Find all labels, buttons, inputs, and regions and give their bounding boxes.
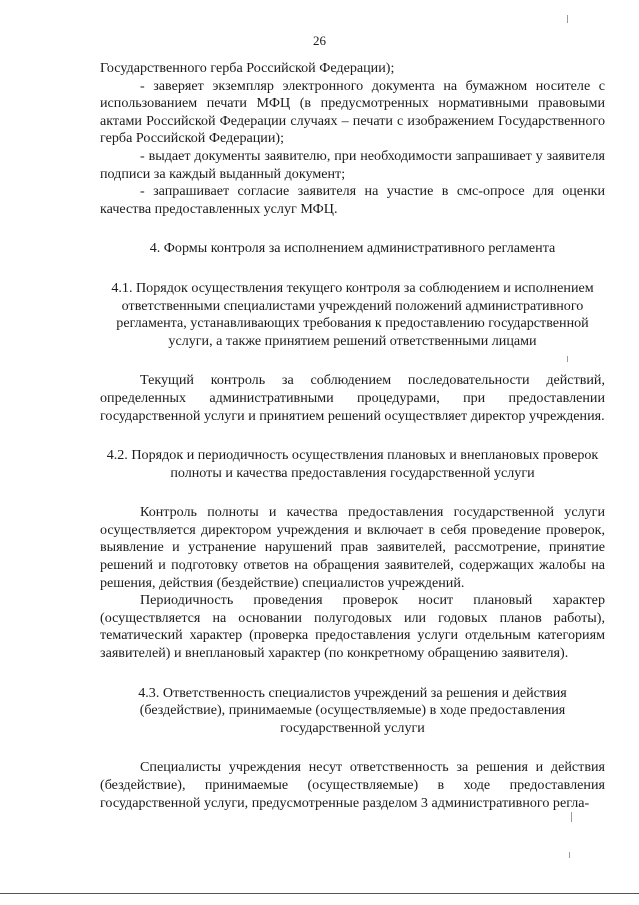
subsection-heading-4-3: 4.3. Ответственность специалистов учреждений за решения и действия (бездействие), принимаемые (осуществляемые) в ходе предоставления государственной услуги bbox=[138, 684, 567, 736]
page-number: 26 bbox=[313, 33, 326, 48]
paragraph-4-2-control: Контроль полноты и качества предоставления государственной услуги осуществляется директором учреждения и включает в себя проведение проверок, выявление и устранение нарушений прав заявителей, рассмотрение, принятие решений и подготовку ответов на обращения заявителей, содержащих жалобы на решения, действия (бездействие) специалистов учреждений. bbox=[100, 504, 605, 591]
section-heading-4: 4. Формы контроля за исполнением административного регламента bbox=[149, 240, 556, 257]
paragraph-4-3: Специалисты учреждения несут ответственность за решения и действия (бездействие), принимаемые (осуществляемые) в ходе предоставления государственной услуги, предусмотренные разделом 3 административного регла- bbox=[100, 759, 605, 811]
paragraph-4-2-periodicity: Периодичность проведения проверок носит плановый характер (осуществляется на основании полугодовых или годовых планов работы), тематический характер (проверка предоставления услуги отдельным категориям заявителей) и внеплановый характер (по конкретному обращению заявителя). bbox=[100, 592, 605, 662]
scan-artifact bbox=[569, 852, 570, 858]
scan-edge-line bbox=[0, 893, 639, 894]
subsection-heading-4-1: 4.1. Порядок осуществления текущего контроля за соблюдением и исполнением ответственными специалистами учреждений положений административного регламента, устанавливающих требования к предоставлению государственной услуги, а также принятием решений ответственными лицами bbox=[111, 279, 594, 349]
scan-artifact bbox=[567, 15, 568, 23]
list-item-issue-documents: - выдает документы заявителю, при необходимости запрашивает у заявителя подписи за каждый выданный документ; bbox=[100, 147, 605, 182]
list-item-certify: - заверяет экземпляр электронного документа на бумажном носителе с использованием печати МФЦ (в предусмотренных нормативными правовыми актами Российской Федерации случаях – печати с изображением Государственного герба Российской Федерации); bbox=[100, 77, 605, 147]
document-body bbox=[100, 60, 605, 812]
scan-artifact bbox=[567, 356, 568, 362]
paragraph-continuation: Государственного герба Российской Федерации); bbox=[100, 60, 395, 76]
paragraph-4-1: Текущий контроль за соблюдением последовательности действий, определенных административными процедурами, при предоставлении государственной услуги и принятием решений осуществляет директор учреждения. bbox=[100, 372, 605, 424]
list-item-sms-survey: - запрашивает согласие заявителя на участие в смс-опросе для оценки качества предоставленных услуг МФЦ. bbox=[100, 183, 605, 217]
scan-artifact bbox=[571, 812, 572, 822]
subsection-heading-4-2: 4.2. Порядок и периодичность осуществления плановых и внеплановых проверок полноты и качества предоставления государственной услуги bbox=[106, 447, 599, 481]
